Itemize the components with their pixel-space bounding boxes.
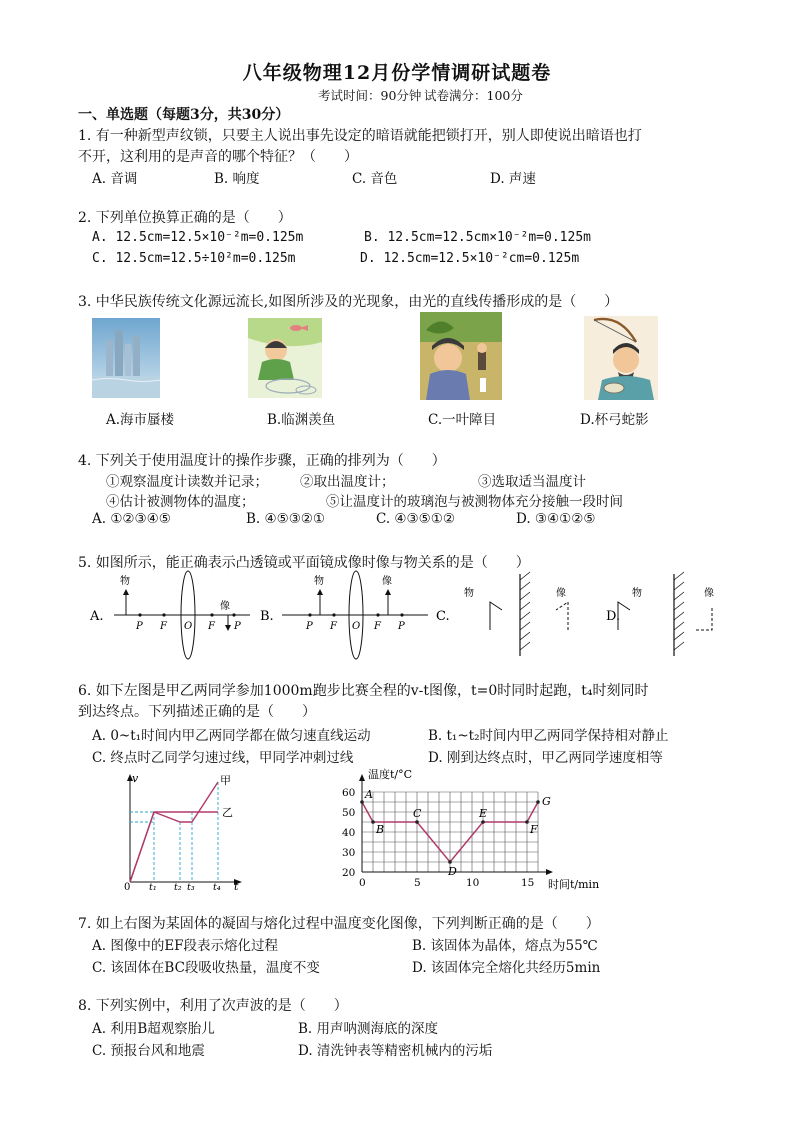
- q8-option-c[interactable]: C. 预报台风和地震: [92, 1043, 205, 1059]
- image-flag-c: [556, 602, 568, 630]
- label-f: F: [160, 621, 167, 632]
- label-f: F: [374, 621, 381, 632]
- jia-label: 甲: [220, 774, 231, 787]
- data-point: [536, 800, 540, 804]
- q4-option-a[interactable]: A. ①②③④⑤: [92, 511, 171, 527]
- q5-option-c[interactable]: C.: [436, 609, 450, 624]
- t2-tick: t₂: [174, 882, 182, 893]
- image-label-d: 像: [704, 588, 714, 599]
- x-axis-arrow: [546, 869, 553, 875]
- mirror-hatching-d: [674, 572, 684, 650]
- q5-stem: 5. 如图所示，能正确表示凸透镜或平面镜成像时像与物关系的是（ ）: [78, 555, 530, 571]
- t-axis-label: t: [234, 880, 239, 893]
- x-tick-label: 15: [521, 877, 535, 889]
- q2-option-d[interactable]: D. 12.5cm=12.5×10⁻²cm=0.125m: [360, 251, 580, 266]
- image-label-a: 像: [220, 601, 230, 612]
- y-axis-arrow: [359, 774, 365, 781]
- point-label: B: [376, 823, 385, 836]
- object-label-d: 物: [632, 588, 642, 599]
- q4-stem: 4. 下列关于使用温度计的操作步骤，正确的排列为（ ）: [78, 453, 446, 469]
- q1-line2: 不开，这利用的是声音的哪个特征？（ ）: [78, 149, 358, 165]
- q5-optics-figures: [84, 568, 724, 660]
- chart-grid: [362, 792, 538, 872]
- y-tick-label: 30: [342, 847, 356, 859]
- q5-option-a[interactable]: A.: [90, 609, 104, 624]
- mirage-image: [92, 318, 160, 398]
- q1-option-c[interactable]: C. 音色: [352, 171, 398, 187]
- leaf-blocking-image: [420, 312, 502, 400]
- q7-option-d[interactable]: D. 该固体完全熔化共经历5min: [412, 960, 601, 976]
- q4-step3: ③选取适当温度计: [478, 474, 586, 490]
- q6-option-d[interactable]: D. 刚到达终点时，甲乙两同学速度相等: [428, 750, 663, 766]
- q7-option-c[interactable]: C. 该固体在BC段吸收热量，温度不变: [92, 960, 320, 976]
- object-flag-c: [490, 602, 502, 630]
- q3-option-b[interactable]: B.临渊羡鱼: [267, 412, 336, 428]
- q8-stem: 8. 下列实例中，利用了次声波的是（ ）: [78, 998, 348, 1014]
- point-label: A: [365, 788, 373, 801]
- x-tick-label: 0: [359, 877, 366, 889]
- exam-time: 考试时间：90分钟: [318, 88, 422, 103]
- q3-option-c[interactable]: C.一叶障目: [428, 412, 497, 428]
- q2-option-b[interactable]: B. 12.5cm=12.5cm×10⁻²m=0.125m: [364, 230, 591, 245]
- page-title: 八年级物理12月份学情调研试题卷: [242, 62, 552, 84]
- x-axis-label: 时间t/min: [548, 878, 600, 891]
- point-label: G: [542, 795, 551, 808]
- vt-guide-lines: [130, 782, 218, 882]
- x-tick-label: 5: [414, 877, 421, 889]
- q8-option-b[interactable]: B. 用声呐测海底的深度: [298, 1021, 439, 1037]
- q4-step1: ①观察温度计读数并记录；: [106, 474, 268, 490]
- q3-option-a[interactable]: A.海市蜃楼: [106, 412, 175, 428]
- label-p: P: [136, 621, 143, 632]
- label-f: F: [330, 621, 337, 632]
- q7-option-a[interactable]: A. 图像中的EF段表示熔化过程: [92, 938, 279, 954]
- q4-step5: ⑤让温度计的玻璃泡与被测物体充分接触一段时间: [326, 494, 623, 510]
- image-flag-d: [696, 608, 712, 630]
- image-label-c: 像: [556, 588, 566, 599]
- y-tick-label: 20: [342, 867, 356, 879]
- chart-axes: [359, 774, 553, 875]
- v-axis-label: v: [132, 772, 139, 785]
- t1-tick: t₁: [149, 882, 157, 893]
- q3-option-d[interactable]: D.杯弓蛇影: [580, 412, 649, 428]
- y-axis-label: 温度t/°C: [368, 768, 413, 781]
- label-p: P: [306, 621, 313, 632]
- temperature-time-chart: [330, 764, 610, 894]
- q4-option-c[interactable]: C. ④③⑤①②: [376, 511, 455, 527]
- t4-tick: t₄: [213, 882, 221, 893]
- y-tick-label: 40: [342, 827, 356, 839]
- x-tick-label: 10: [466, 877, 480, 889]
- data-point: [360, 800, 364, 804]
- q1-option-d[interactable]: D. 声速: [490, 171, 536, 187]
- q8-option-a[interactable]: A. 利用B超观察胎儿: [92, 1021, 215, 1037]
- bow-shadow-image: [584, 316, 658, 400]
- q4-step2: ②取出温度计；: [300, 474, 395, 490]
- data-point: [415, 820, 419, 824]
- q5-option-b[interactable]: B.: [260, 609, 274, 624]
- y-tick-label: 60: [342, 787, 356, 799]
- q1-line1: 1. 有一种新型声纹锁，只要主人说出事先设定的暗语就能把锁打开，别人即使说出暗语也打: [78, 128, 642, 144]
- q1-option-b[interactable]: B. 响度: [214, 171, 260, 187]
- fish-watcher-image: [248, 318, 322, 398]
- object-label-c: 物: [464, 588, 474, 599]
- image-label-b: 像: [382, 576, 392, 587]
- t3-tick: t₃: [187, 882, 195, 893]
- data-point: [481, 820, 485, 824]
- data-point: [448, 860, 452, 864]
- q4-option-b[interactable]: B. ④⑤③②①: [246, 511, 326, 527]
- q6-option-b[interactable]: B. t₁~t₂时间内甲乙两同学保持相对静止: [428, 728, 669, 744]
- q6-line1: 6. 如下左图是甲乙两同学参加1000m跑步比赛全程的v-t图像，t=0时同时起跑，t₄时刻同时: [78, 683, 649, 699]
- q2-stem: 2. 下列单位换算正确的是（ ）: [78, 210, 292, 226]
- y-tick-label: 50: [342, 807, 356, 819]
- object-label-b: 物: [314, 576, 324, 587]
- point-label: D: [448, 865, 457, 878]
- label-p: P: [398, 621, 405, 632]
- data-point: [371, 820, 375, 824]
- point-label: E: [479, 807, 488, 820]
- vt-graph: [116, 772, 256, 894]
- label-o: O: [184, 621, 193, 632]
- label-f: F: [208, 621, 215, 632]
- q7-stem: 7. 如上右图为某固体的凝固与熔化过程中温度变化图像，下列判断正确的是（ ）: [78, 916, 600, 932]
- q7-option-b[interactable]: B. 该固体为晶体，熔点为55℃: [412, 938, 598, 954]
- chart-series: [360, 788, 551, 878]
- q5-option-d[interactable]: D.: [606, 609, 621, 624]
- yi-label: 乙: [222, 806, 233, 819]
- q3-stem: 3. 中华民族传统文化源远流长,如图所涉及的光现象，由光的直线传播形成的是（ ）: [78, 294, 619, 310]
- q2-option-a[interactable]: A. 12.5cm=12.5×10⁻²m=0.125m: [92, 230, 304, 245]
- q4-option-d[interactable]: D. ③④①②⑤: [516, 511, 596, 527]
- q8-option-d[interactable]: D. 清洗钟表等精密机械内的污垢: [298, 1043, 493, 1059]
- q4-step4: ④估计被测物体的温度；: [106, 494, 255, 510]
- exam-score: 试卷满分：100分: [424, 88, 523, 103]
- section-heading: 一、单选题（每题3分，共30分）: [78, 107, 290, 123]
- q6-option-a[interactable]: A. 0~t₁时间内甲乙两同学都在做匀速直线运动: [92, 728, 371, 744]
- point-label: C: [413, 807, 422, 820]
- q2-option-c[interactable]: C. 12.5cm=12.5÷10²m=0.125m: [92, 251, 296, 266]
- q1-option-a[interactable]: A. 音调: [92, 171, 138, 187]
- point-label: F: [530, 823, 538, 836]
- object-label-a: 物: [120, 576, 130, 587]
- yi-line: [130, 812, 218, 882]
- data-point: [525, 820, 529, 824]
- mirror-hatching-c: [520, 572, 530, 650]
- origin-label: 0: [124, 882, 131, 893]
- label-o: O: [352, 621, 361, 632]
- q6-option-c[interactable]: C. 终点时乙同学匀速过线，甲同学冲刺过线: [92, 750, 354, 766]
- jia-line: [130, 782, 218, 882]
- label-p: P: [234, 621, 241, 632]
- q6-line2: 到达终点。下列描述正确的是（ ）: [78, 704, 316, 720]
